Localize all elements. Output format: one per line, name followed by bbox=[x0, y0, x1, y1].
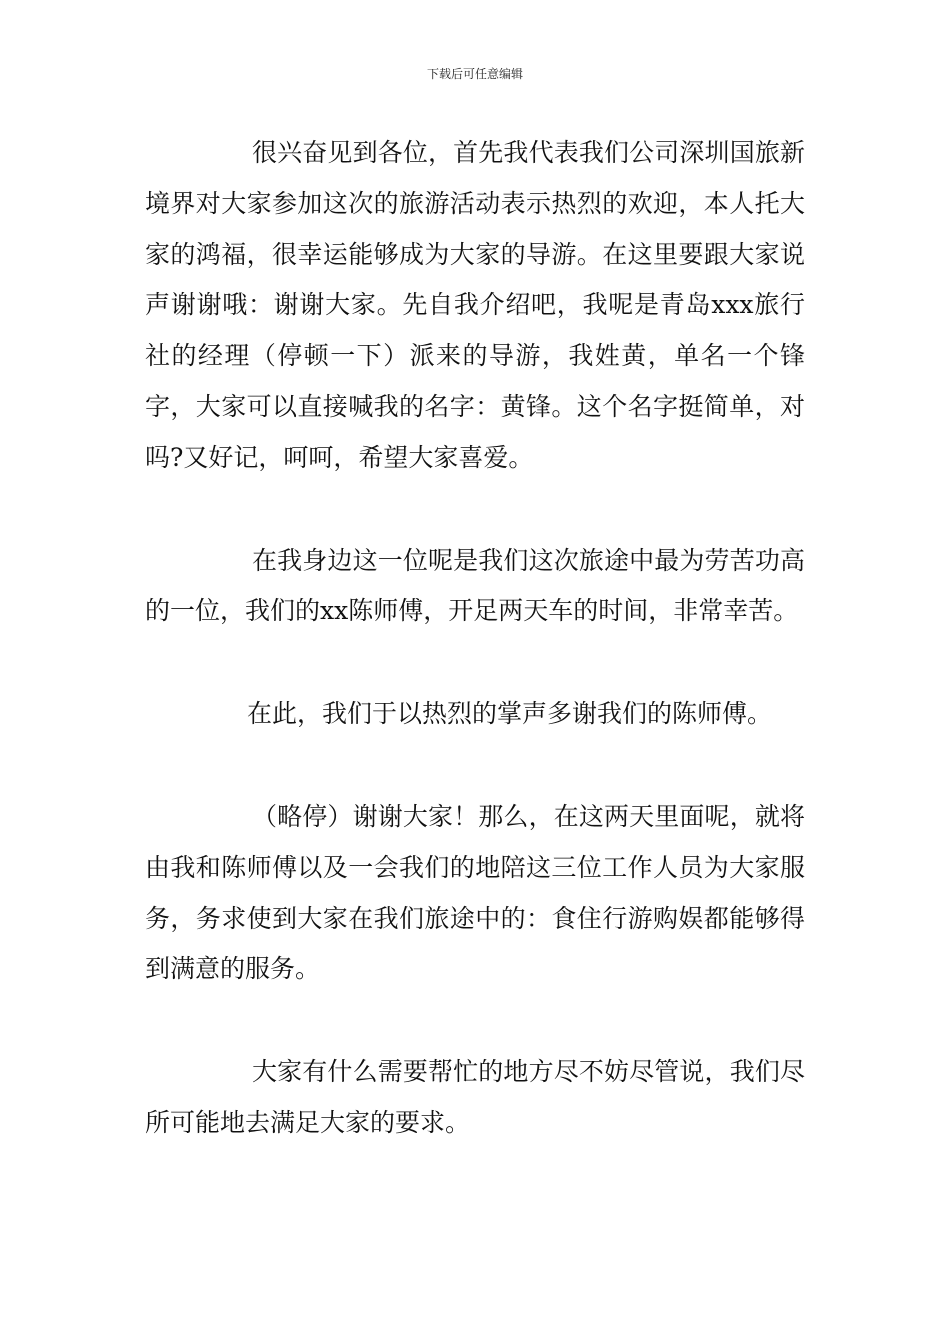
paragraph-applause: 在此，我们于以热烈的掌声多谢我们的陈师傅。 bbox=[247, 699, 773, 729]
paragraph-greeting: 很兴奋见到各位，首先我代表我们公司深圳国旅新境界对大家参加这次的旅游活动表示热烈的欢迎，本人托大家的鸿福，很幸运能够成为大家的导游。在这里要跟大家说声谢谢哦：谢谢大家。先自我介绍吧，我呢是青岛xxx旅行社的经理（停顿一下）派来的导游，我姓黄，单名一个锋字，大家可以直接喊我的名字：黄锋。这个名字挺简单，对吗?又好记，呵呵，希望大家喜爱。 bbox=[145, 138, 805, 472]
page-header-note: 下载后可任意编辑 bbox=[426, 67, 523, 81]
paragraph-requests: 大家有什么需要帮忙的地方尽不妨尽管说，我们尽所可能地去满足大家的要求。 bbox=[145, 1057, 805, 1137]
paragraph-driver-intro: 在我身边这一位呢是我们这次旅途中最为劳苦功高的一位，我们的xx陈师傅，开足两天车的时间，非常幸苦。 bbox=[145, 545, 805, 626]
paragraph-service: （略停）谢谢大家！那么，在这两天里面呢，就将由我和陈师傅以及一会我们的地陪这三位工作人员为大家服务，务求使到大家在我们旅途中的：食住行游购娱都能够得到满意的服务。 bbox=[145, 801, 805, 984]
document-body bbox=[145, 128, 805, 1149]
